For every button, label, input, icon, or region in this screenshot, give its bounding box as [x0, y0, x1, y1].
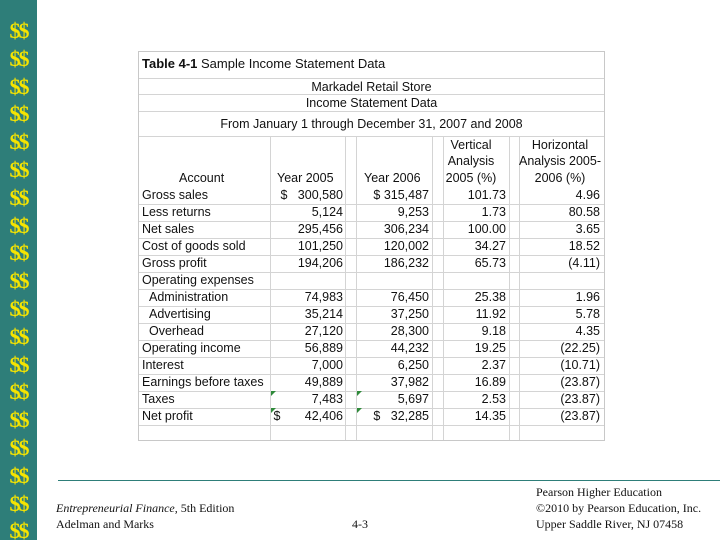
column-header-horizontal-3: 2006 (%) — [534, 171, 586, 185]
dollar-sign-icon: $$ — [9, 184, 28, 210]
dollar-sign-icon: $$ — [9, 129, 28, 155]
cell-marker-icon — [357, 391, 362, 396]
dollar-sign-icon: $$ — [9, 268, 28, 294]
row-label: Taxes — [142, 392, 175, 406]
cell-horizontal: 5.78 — [575, 307, 600, 321]
cell-horizontal: (23.87) — [560, 392, 600, 406]
cell-horizontal: 3.65 — [575, 222, 600, 236]
cell-2006: 37,250 — [390, 307, 429, 321]
row-label: Gross profit — [142, 256, 207, 270]
cell-2006: 76,450 — [390, 290, 429, 304]
row-label: Less returns — [142, 205, 211, 219]
cell-2005: 5,124 — [311, 205, 343, 219]
cell-2006: 5,697 — [397, 392, 429, 406]
statement-period: From January 1 through December 31, 2007 and 2008 — [220, 117, 523, 131]
cell-2006: $ 315,487 — [373, 188, 429, 202]
store-name: Markadel Retail Store — [311, 80, 432, 94]
row-label: Gross sales — [142, 188, 208, 202]
cell-2005: $ 42,406 — [273, 409, 343, 423]
footer-address: Upper Saddle River, NJ 07458 — [536, 517, 684, 531]
column-header-horizontal-1: Horizontal — [531, 138, 589, 152]
cell-horizontal: 80.58 — [568, 205, 600, 219]
cell-2006: 9,253 — [397, 205, 429, 219]
column-header-vertical-3: 2005 (%) — [445, 171, 497, 185]
dollar-sign-icon: $$ — [9, 407, 28, 433]
column-header-horizontal-2: Analysis 2005- — [519, 154, 601, 168]
dollar-sign-icon: $$ — [9, 240, 28, 266]
cell-2005: 295,456 — [297, 222, 343, 236]
cell-2005: 74,983 — [304, 290, 343, 304]
row-label: Advertising — [149, 307, 211, 321]
row-label: Operating income — [142, 341, 241, 355]
table-caption-number: Table 4-1 — [142, 56, 198, 71]
dollar-sign-icon: $$ — [9, 157, 28, 182]
dollar-sign-icon: $$ — [9, 518, 28, 540]
footer-edition: 5th Edition — [177, 501, 235, 515]
cell-2005: 56,889 — [304, 341, 343, 355]
dollar-sign-icon: $$ — [9, 323, 28, 349]
cell-vertical: 11.92 — [475, 307, 506, 321]
cell-2006: 186,232 — [383, 256, 429, 270]
dollar-sign-icon: $$ — [9, 296, 28, 321]
cell-vertical: 2.37 — [481, 358, 506, 372]
cell-2005: 27,120 — [304, 324, 343, 338]
footer-publisher: Pearson Higher Education — [536, 485, 662, 499]
cell-marker-icon — [271, 408, 276, 413]
row-label: Cost of goods sold — [142, 239, 246, 253]
footer-book — [56, 500, 234, 516]
footer-authors: Adelman and Marks — [56, 517, 154, 531]
cell-horizontal: (23.87) — [560, 409, 600, 423]
cell-vertical: 2.53 — [481, 392, 506, 406]
cell-horizontal: (10.71) — [560, 358, 600, 372]
table-caption — [142, 56, 385, 72]
cell-2005: 35,214 — [304, 307, 343, 321]
cell-2006: 28,300 — [390, 324, 429, 338]
row-label: Net sales — [142, 222, 195, 236]
cell-2006: 120,002 — [383, 239, 429, 253]
cell-horizontal: (4.11) — [568, 256, 600, 270]
cell-2006: 37,982 — [390, 375, 429, 389]
dollar-sign-icon: $$ — [9, 45, 28, 71]
cell-horizontal: 4.35 — [575, 324, 600, 338]
row-label: Earnings before taxes — [142, 375, 264, 389]
cell-marker-icon — [271, 391, 276, 396]
cell-2006: 306,234 — [383, 222, 429, 236]
dollar-sign-icon: $$ — [9, 101, 28, 127]
cell-vertical: 65.73 — [474, 256, 506, 270]
cell-horizontal: 4.96 — [575, 188, 600, 202]
dollar-sign-icon: $$ — [9, 73, 28, 99]
dollar-sign-sidebar — [0, 0, 37, 540]
row-label: Interest — [142, 358, 184, 372]
row-label: Overhead — [149, 324, 204, 338]
cell-vertical: 25.38 — [474, 290, 506, 304]
footer-copyright: ©2010 by Pearson Education, Inc. — [536, 501, 702, 515]
cell-vertical: 16.89 — [474, 375, 506, 389]
cell-horizontal: (22.25) — [560, 341, 600, 355]
statement-title: Income Statement Data — [305, 96, 438, 110]
cell-2006: $ 32,285 — [373, 409, 429, 423]
cell-vertical: 14.35 — [474, 409, 506, 423]
column-header-account: Account — [179, 171, 225, 185]
row-label: Operating expenses — [142, 273, 254, 287]
cell-2005: 101,250 — [297, 239, 343, 253]
cell-2005: 7,000 — [311, 358, 343, 372]
cell-vertical: 101.73 — [467, 188, 506, 202]
dollar-sign-icon: $$ — [9, 462, 28, 488]
cell-2005: $ 300,580 — [280, 188, 343, 202]
income-statement-table — [138, 51, 605, 441]
cell-2005: 49,889 — [304, 375, 343, 389]
dollar-sign-icon: $$ — [9, 351, 28, 377]
cell-vertical: 9.18 — [481, 324, 506, 338]
cell-2006: 6,250 — [397, 358, 429, 372]
cell-marker-icon — [357, 408, 362, 413]
column-header-vertical-2: Analysis — [447, 154, 495, 168]
table-caption-text: Sample Income Statement Data — [201, 56, 386, 71]
row-label: Administration — [149, 290, 229, 304]
cell-2005: 194,206 — [297, 256, 343, 270]
column-header-2006: Year 2006 — [364, 171, 421, 185]
footer-page-number: 4-3 — [352, 517, 368, 531]
cell-horizontal: (23.87) — [560, 375, 600, 389]
footer-book-title: Entrepreneurial Finance, — [56, 501, 178, 515]
cell-vertical: 100.00 — [467, 222, 506, 236]
dollar-sign-icon: $$ — [9, 379, 28, 405]
cell-2005: 7,483 — [311, 392, 343, 406]
cell-2006: 44,232 — [390, 341, 429, 355]
cell-horizontal: 18.52 — [568, 239, 600, 253]
cell-vertical: 19.25 — [474, 341, 506, 355]
column-header-2005: Year 2005 — [277, 171, 334, 185]
cell-horizontal: 1.96 — [575, 290, 600, 304]
dollar-sign-icon: $$ — [9, 212, 28, 238]
footer-divider — [58, 480, 720, 481]
cell-vertical: 34.27 — [474, 239, 506, 253]
dollar-sign-icon: $$ — [9, 490, 28, 516]
row-label: Net profit — [142, 409, 193, 423]
cell-vertical: 1.73 — [481, 205, 506, 219]
dollar-sign-icon: $$ — [9, 435, 28, 460]
column-header-vertical-1: Vertical — [450, 138, 492, 152]
dollar-sign-icon: $$ — [9, 18, 28, 43]
